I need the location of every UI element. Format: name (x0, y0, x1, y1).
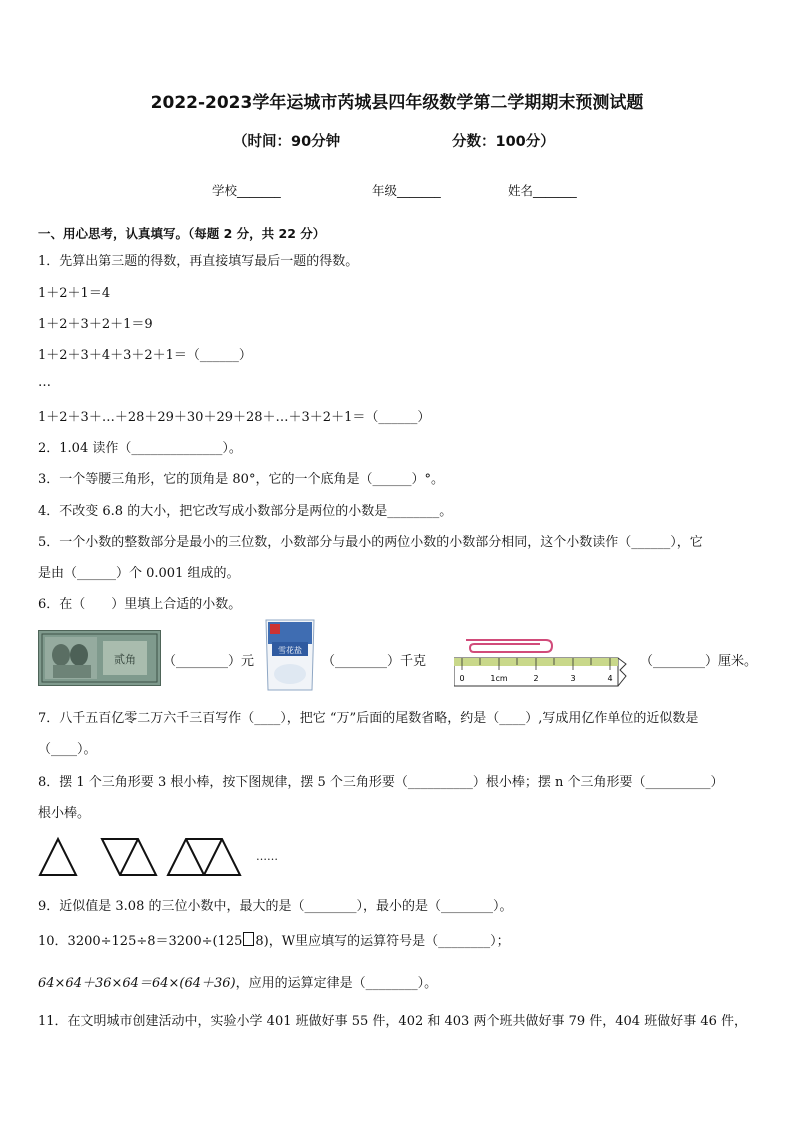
question-4: 4．不改变 6.8 的大小，把它改写成小数部分是两位的小数是________。 (38, 504, 453, 519)
question-6-blank-3: （________）厘米。 (640, 654, 758, 669)
question-11: 11．在文明城市创建活动中，实验小学 401 班做好事 55 件，402 和 403 两个班共做好事 79 件，404 班做好事 46 件， (38, 1014, 748, 1029)
question-7-line-b: （____）。 (38, 742, 97, 757)
question-1-line-a: 1＋2＋1＝4 (38, 286, 111, 301)
triangle-pattern (38, 835, 258, 879)
banknote-graphic (39, 631, 160, 685)
question-5-line-a: 5．一个小数的整数部分是最小的三位数，小数部分与最小的两位小数的小数部分相同，这个小数读作（______），它 (38, 535, 703, 550)
section-heading: 一、用心思考，认真填写。（每题 2 分，共 22 分） (38, 226, 326, 241)
triangle-3 (168, 839, 240, 875)
question-1-line-e: 1＋2＋3＋…＋28＋29＋30＋29＋28＋…＋3＋2＋1＝（______） (38, 410, 431, 425)
question-6: 6．在（ ）里填上合适的小数。 (38, 597, 242, 612)
question-10-line-a (38, 930, 510, 949)
banknote-label: 贰角 (114, 653, 136, 666)
question-8-line-a: 8．摆 1 个三角形要 3 根小棒，按下图规律，摆 5 个三角形要（__________）根小棒；摆 n 个三角形要（__________） (38, 775, 724, 790)
salt-label: 雪花盐 (278, 646, 302, 655)
question-8-line-b: 根小棒。 (38, 806, 91, 821)
question-9: 9．近似值是 3.08 的三位小数中，最大的是（________），最小的是（________）。 (38, 899, 513, 914)
triangle-pattern-dots: …… (256, 850, 278, 863)
question-10-line-b (38, 972, 437, 991)
ruler-graphic (454, 632, 630, 688)
question-6-blank-2: （________）千克 (322, 654, 427, 669)
question-1-line-c: 1＋2＋3＋4＋3＋2＋1＝（______） (38, 348, 252, 363)
question-1-line-b: 1＋2＋3＋2＋1＝9 (38, 317, 153, 332)
ruler-tick-0: 0 (459, 674, 465, 683)
ruler-tick-3: 3 (570, 674, 576, 683)
question-10-number: 10． (38, 934, 68, 949)
triangle-1 (40, 839, 76, 875)
question-10-tail-a: ，W里应填写的运算符号是（________）； (268, 934, 510, 949)
name-field: 姓名_______ (508, 183, 577, 198)
exam-score: 分数：100分） (452, 134, 555, 150)
salt-bag-image (262, 616, 318, 694)
triangle-pattern-graphic (38, 835, 258, 879)
triangle-2 (102, 839, 156, 875)
ruler-tick-2: 2 (533, 674, 539, 683)
banknote-image (38, 630, 161, 686)
page-title: 2022-2023学年运城市芮城县四年级数学第二学期期末预测试题 (150, 93, 644, 113)
exam-time: （时间：90分钟 (233, 134, 341, 150)
question-10-expression-a: 3200÷125÷8＝3200÷(125 (67, 934, 243, 949)
grade-field: 年级_______ (372, 183, 441, 198)
question-10-expression-a-end: 8) (255, 934, 269, 949)
question-1: 1．先算出第三题的得数，再直接填写最后一题的得数。 (38, 254, 359, 269)
question-2: 2．1.04 读作（______________）。 (38, 441, 242, 456)
blank-square-box (243, 932, 254, 946)
ruler-tick-4: 4 (607, 674, 613, 683)
question-7-line-a: 7．八千五百亿零二万六千三百写作（____），把它 “万”后面的尾数省略，约是（____）,写成用亿作单位的近似数是 (38, 711, 699, 726)
question-3: 3．一个等腰三角形，它的顶角是 80°，它的一个底角是（______）°。 (38, 472, 444, 487)
school-field: 学校_______ (212, 183, 281, 198)
question-10-tail-b: ，应用的运算定律是（________）。 (235, 976, 438, 991)
question-6-blank-1: （________）元 (163, 654, 255, 669)
ruler-with-clip-image (454, 632, 630, 688)
question-10-expression-b: 64×64＋36×64＝64×(64＋36) (38, 976, 236, 991)
ruler-tick-1: 1cm (490, 674, 508, 683)
question-1-ellipsis: … (38, 375, 51, 390)
question-5-line-b: 是由（______）个 0.001 组成的。 (38, 566, 240, 581)
salt-bag-graphic (262, 616, 318, 694)
